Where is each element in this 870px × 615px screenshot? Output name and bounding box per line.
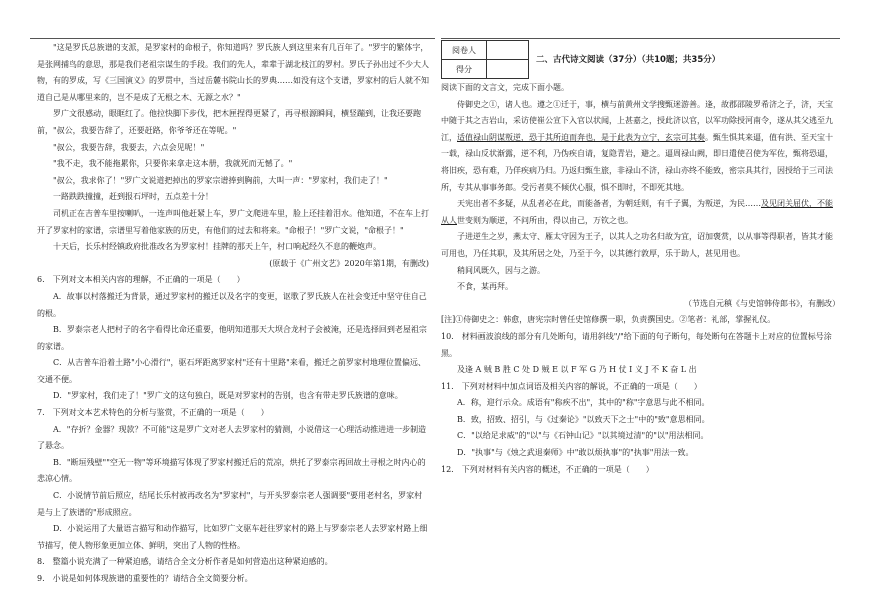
right-column bbox=[441, 80, 840, 478]
question-12: 12. 下列对材料有关内容的概述，不正确的一项是（ ） bbox=[441, 464, 654, 474]
question-10: 10. 材料画波浪线的部分有几处断句，请用斜线"/"给下面的句子断句，每处断句在答题卡上对应的位置标号涂黑。 bbox=[441, 331, 832, 358]
story-paragraph: 司机正在吉普车里按喇叭，一连声叫他赶紧上车，罗广文爬进车里，脸上还挂着泪水。他知道，不在车上打开了罗家村的家谱，宗谱里写着他家族的历史，有他们的过去和将来。"命根子！"罗广文说，"命根子！" bbox=[37, 208, 429, 235]
section-title: 二、古代诗文阅读（37分）（共10题；共35分） bbox=[536, 55, 721, 65]
story-paragraph: 十天后，长乐村经镇政府批准改名为罗家村！挂牌的那天上午，村口响起经久不息的鞭炮声。 bbox=[53, 242, 381, 252]
q11-option-d: D．"执事"与《烛之武退秦师》中"敢以烦执事"的"执事"用法一致。 bbox=[457, 448, 694, 458]
classical-paragraph-2 bbox=[441, 196, 840, 229]
classical-paragraph-3: 子进逆生之岁，燕太守、雁太守因为王子，以其人之功名归故为宜，诏加褒赏，以从事等得职者，皆其才能可用也，乃任其职，及其所居之处，乃至于今，以其德行敦厚，乐于助人，甚见用也。 bbox=[441, 232, 833, 258]
score-box bbox=[441, 40, 529, 79]
classical-paragraph-4: 稍间风既久，因与之游。 bbox=[457, 265, 545, 275]
q10-options: 及逢 A 贼 B 胜 C 处 D 贼 E 以 F 军 G 乃 H 仗 I 义 J 不 K 奋 L 出 bbox=[457, 365, 697, 375]
q7-option-c: C．小说情节前后照应，结尾长乐村被再改名为"罗家村"，与开头罗泰宗老人强调要"要用老村名，罗家村是与上了族谱的"形成照应。 bbox=[37, 491, 423, 517]
story-paragraph: 罗广文很感动，眼眶红了。他拉快脚下步伐，把木匣捏得更紧了，再寻根源瞬间，横竖蹦到，让我还要跑前，"叔公，我要告辞了，还要赶路，你爷爷还在等呢。" bbox=[37, 109, 421, 135]
reviewer-cell[interactable] bbox=[487, 41, 529, 60]
classical-paragraph-5: 不食，某再拜。 bbox=[457, 282, 513, 292]
q11-option-a: A．称，迎行示众。成语有"称疾不出"，其中的"称"字意思与此不相同。 bbox=[457, 398, 710, 408]
p1-underlined: 适值禄山阴谋叛逆，恐于其所迫而奔也，是于此表为立宁，玄宗可其奏 bbox=[457, 132, 705, 142]
score-label: 得分 bbox=[442, 60, 487, 79]
story-paragraph: "叔公，我求你了！"罗广文说道把掉出的罗家宗谱捧到胸前，大叫一声："罗家村，我们走了！" bbox=[53, 175, 388, 185]
top-rule-right bbox=[441, 38, 840, 39]
left-column bbox=[37, 40, 429, 588]
p2-underlined: 及见闭关屈伏，不能从人 bbox=[441, 199, 833, 225]
q7-option-a: A．"存折？金器？现款？不可能"这是罗广文对老人去罗家村的猜测，小说借这一心理活动推进进一步制造了悬念。 bbox=[37, 424, 427, 451]
story-source: (原载于《广州文艺》2020年第1期，有删改) bbox=[269, 258, 429, 268]
question-6: 6. 下列对文本相关内容的理解，不正确的一项是（ ） bbox=[37, 275, 245, 285]
q6-option-a: A．故事以村落搬迁为背景，通过罗家村的搬迁以及名字的变更，讴歌了罗氏族人在社会变迁中坚守住自己的根。 bbox=[37, 291, 427, 318]
q11-option-b: B．致，招致、招引，与《过秦论》"以致天下之士"中的"致"意思相同。 bbox=[457, 414, 710, 424]
q6-option-b: B．罗泰宗老人把村子的名字看得比命还重要，他明知道那天大坝合龙村子会被淹，还是选择回到老屋祖宗的家谱。 bbox=[37, 325, 427, 351]
p2-text: 天宪出者不多疑，从乱者必在此，而能备者，为朝廷则，有千子翼，为叛逆，为民…… bbox=[457, 199, 761, 209]
classical-source: （节选自元稹《与史馆韩侍郎书》，有删改） bbox=[684, 298, 840, 308]
classical-note: [注]①侍御史之：韩愈，唐宪宗时曾任史馆修撰一职，负责撰国史。②笔者：礼部，掌握礼仪。 bbox=[441, 315, 776, 325]
story-paragraph: "我不走，我不能拖累你，只要你来拿走这本册，我就死而无憾了。" bbox=[53, 159, 293, 169]
classical-paragraph-1 bbox=[441, 97, 840, 197]
score-cell[interactable] bbox=[487, 60, 529, 79]
question-9: 9. 小说是如何体现族谱的重要性的？请结合全文简要分析。 bbox=[37, 574, 253, 583]
story-paragraph: "这是罗氏总族谱的支派，是罗家村的命根子，你知道吗？罗氏族人到这里来有几百年了。"罗宇的繁体字，是张网捕鸟的意思，那是我们老祖宗谋生的手段。我们的先人，辈辈于湖北枝江的罗村。罗氏子孙出过不少大人物，有的罗成，写《三国演义》的罗贯中，当过岳麓书院山长的罗典……如没有这个支谱，罗家村的后人就不知道自己是从哪里来的，岂不是成了无根之木、无源之水？" bbox=[37, 43, 429, 102]
reviewer-label: 阅卷人 bbox=[442, 41, 487, 60]
q7-option-b: B．"断垣残壁""空无一物"等环境描写体现了罗家村搬迁后的荒凉，烘托了罗泰宗再回故土寻根之时内心的悲凉心情。 bbox=[37, 457, 426, 484]
p2-rest: 世变则为顺逆，不问所由，得以由己，万钦之也。 bbox=[457, 215, 633, 225]
q6-option-c: C．从吉普车沿着土路"小心滑行"，驱石坪距离罗家村"还有十里路"来看，搬迁之前罗家村地理位置偏远、交通不便。 bbox=[37, 358, 426, 384]
story-paragraph: "叔公，我要告辞，我要去，六点会见呢！" bbox=[53, 142, 205, 152]
p1-text: 遵之①迁于，事，横与前黄州文学搜甄迷游善。逢，故郡邵陵罗希济之子，济，天宝中随于其之吉岩山，采访使崔公宣下入官以状闻，上甚嘉之，授此济以官，以军功除授河南令，遂从其父逃至九江， bbox=[441, 99, 833, 142]
reading-intro: 阅读下面的文言文，完成下面小题。 bbox=[441, 83, 569, 92]
question-11: 11. 下列对材料中加点词语及相关内容的解说，不正确的一项是（ ） bbox=[441, 381, 702, 391]
p1-lead: 侍御史之①，诸人也。 bbox=[457, 99, 537, 109]
p1-rest: 。甄生惧其来逼，值有洪、至天宝十一载，禄山反状渐露，逆不利，乃伪疾自请，复隐青岩，避之。逼周禄山阙，即日遣使召使为军佐，甄将恐逼，将旧疾，恐有难，乃佯疾病乃归。乃返归甄生旅，非禄山不济，禄山亦终不能致，密宗具其行，因授给于三司法所，专其从事事务郎。受污者莫不倾伏心服，惧不即时，不即死其地。 bbox=[441, 132, 833, 192]
question-7: 7. 下列对文本艺术特色的分析与鉴赏，不正确的一项是（ ） bbox=[37, 408, 269, 418]
q11-option-c: C．"以给足求威"的"以"与《石钟山记》"以其境过清"的"以"用法相同。 bbox=[457, 431, 709, 441]
question-8: 8. 整篇小说充满了一种紧迫感，请结合全文分析作者是如何营造出这种紧迫感的。 bbox=[37, 557, 333, 567]
q7-option-d: D．小说运用了大量语言描写和动作描写，比如罗广文驱车赶往罗家村的路上与罗泰宗老人去罗家村路上细节描写，使人物形象更加立体、鲜明，突出了人物的性格。 bbox=[37, 524, 428, 550]
top-rule-left bbox=[30, 38, 435, 39]
story-paragraph: 一路跌跌撞撞，赶到报石坪时，五点差十分！ bbox=[53, 192, 213, 202]
q6-option-d: D．"罗家村，我们走了！"罗广文的这句独白，既是对罗家村的告别，也含有带走罗氏族谱的意味。 bbox=[53, 391, 403, 401]
